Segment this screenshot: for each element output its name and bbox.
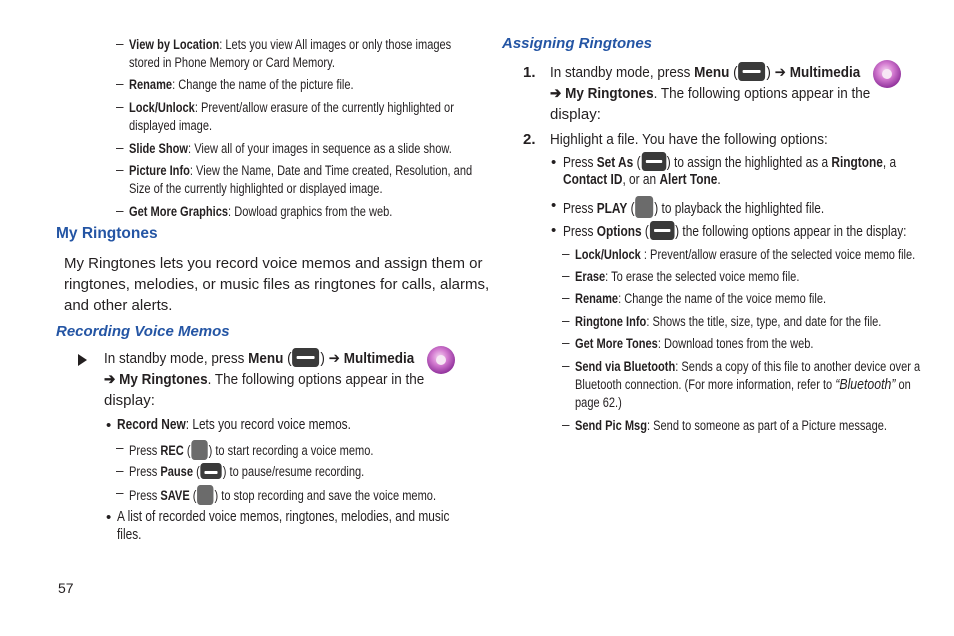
list-item — [129, 140, 523, 158]
step-line: ➔ My Ringtones. The following options appear in the — [104, 371, 425, 388]
subsection-heading: Assigning Ringtones — [502, 35, 652, 52]
dash-bullet: – — [116, 463, 124, 478]
desc: : Change the name of the picture file. — [172, 77, 354, 92]
sub-item: Send Pic Msg: Send to someone as part of a Picture message. — [575, 418, 887, 433]
paragraph-line: My Ringtones lets you record voice memos and assign them or — [64, 255, 483, 272]
dash-bullet: – — [562, 358, 570, 373]
step-number: 1. — [523, 64, 536, 81]
sub-item: Press REC ( ) to start recording a voice memo. — [129, 440, 427, 460]
step-number: 2. — [523, 131, 536, 148]
menu-key-icon — [738, 62, 765, 81]
term: View by Location — [129, 37, 220, 52]
dash-bullet: – — [116, 36, 124, 51]
bullet-dot: • — [106, 509, 112, 526]
term: Get More Graphics — [129, 204, 229, 219]
list-item — [129, 99, 525, 117]
list-item-cont: Size of the currently highlighted or displayed image. — [129, 181, 383, 196]
sub-item: Press Pause ( ) to pause/resume recording. — [129, 464, 365, 479]
subsection-heading: Recording Voice Memos — [56, 323, 230, 340]
bullet-item: Press Set As ( ) to assign the highlighted as a Ringtone, a — [563, 152, 954, 172]
sub-item: Send via Bluetooth: Sends a copy of this file to another device over a — [575, 359, 921, 374]
bullet-dot: • — [551, 154, 557, 171]
setas-key-icon — [641, 152, 666, 171]
step-arrow-icon — [78, 354, 87, 366]
step-line: Highlight a file. You have the following options: — [550, 131, 828, 148]
step-line: ➔ My Ringtones. The following options appear in the — [550, 85, 871, 102]
list-item — [129, 76, 403, 94]
sub-item: Get More Tones: Download tones from the web. — [575, 336, 814, 351]
step-line: display: — [104, 392, 155, 409]
sub-item-cont: page 62.) — [575, 395, 622, 410]
bullet-item: A list of recorded voice memos, ringtones, melodies, and music — [117, 509, 450, 525]
dash-bullet: – — [116, 203, 124, 218]
desc: : Prevent/allow erasure of the currently highlighted or — [194, 100, 454, 115]
bullet-item-cont: files. — [117, 527, 142, 543]
bluetooth-link[interactable]: “Bluetooth” — [835, 376, 896, 393]
bullet-item: Press Options ( ) the following options appear in the display: — [563, 221, 954, 241]
dash-bullet: – — [562, 268, 570, 283]
dash-bullet: – — [116, 99, 124, 114]
step-line: In standby mode, press Menu ( ) ➔ Multimedia — [104, 350, 415, 367]
page-number: 57 — [58, 580, 74, 596]
bullet-item-cont: Contact ID, or an Alert Tone. — [563, 172, 721, 188]
pause-key-icon — [201, 463, 222, 479]
term: Lock/Unlock — [129, 100, 195, 115]
dash-bullet: – — [562, 290, 570, 305]
list-item-cont: displayed image. — [129, 118, 213, 133]
bullet-item: Record New: Lets you record voice memos. — [117, 417, 351, 433]
dash-bullet: – — [562, 313, 570, 328]
step-line: display: — [550, 106, 601, 123]
sub-item-cont: Bluetooth connection. (For more information, refer to “Bluetooth” on — [575, 376, 911, 393]
desc: : Dowload graphics from the web. — [228, 204, 393, 219]
bullet-dot: • — [551, 222, 557, 239]
term: Slide Show — [129, 141, 189, 156]
dash-bullet: – — [116, 440, 124, 455]
dash-bullet: – — [562, 246, 570, 261]
list-item — [129, 36, 522, 54]
menu-key-icon — [292, 348, 319, 367]
desc: : View the Name, Date and Time created, Resolution, and — [189, 163, 473, 178]
step-line: In standby mode, press Menu ( ) ➔ Multimedia — [550, 64, 861, 81]
sub-item: Ringtone Info: Shows the title, size, type, and date for the file. — [575, 314, 882, 329]
paragraph-line: and other alerts. — [64, 297, 173, 314]
options-key-icon — [650, 221, 675, 240]
list-item — [129, 203, 450, 221]
bullet-item: Press PLAY ( ) to playback the highlighted file. — [563, 196, 881, 218]
sub-item: Lock/Unlock : Prevent/allow erasure of the selected voice memo file. — [575, 247, 916, 262]
list-item — [129, 162, 547, 180]
save-key-icon — [197, 485, 213, 505]
sub-item: Press SAVE ( ) to stop recording and save the voice memo. — [129, 485, 503, 505]
paragraph-line: ringtones, melodies, or music files as ringtones for calls, alarms, — [64, 276, 490, 293]
term: Picture Info — [129, 163, 190, 178]
rec-key-icon — [191, 440, 207, 460]
dash-bullet: – — [562, 417, 570, 432]
term: Rename — [129, 77, 173, 92]
desc: : Lets you view All images or only those images — [219, 37, 452, 52]
dash-bullet: – — [116, 485, 124, 500]
dash-bullet: – — [116, 76, 124, 91]
dash-bullet: – — [116, 140, 124, 155]
bullet-dot: • — [106, 417, 112, 434]
list-item-cont: stored in Phone Memory or Card Memory. — [129, 55, 335, 70]
sub-item: Erase: To erase the selected voice memo file. — [575, 269, 800, 284]
dash-bullet: – — [562, 335, 570, 350]
section-heading: My Ringtones — [56, 225, 158, 242]
dash-bullet: – — [116, 162, 124, 177]
bullet-dot: • — [551, 197, 557, 214]
sub-item: Rename: Change the name of the voice memo file. — [575, 291, 827, 306]
desc: : View all of your images in sequence as a slide show. — [188, 141, 452, 156]
play-key-icon — [635, 196, 653, 218]
